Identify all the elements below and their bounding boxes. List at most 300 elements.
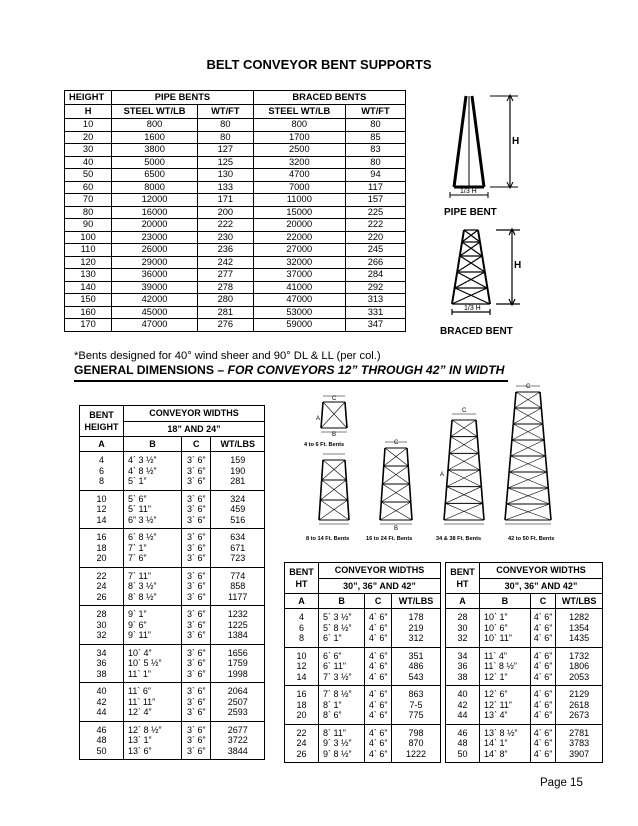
table-cell: 32 (457, 633, 468, 643)
table-cell: 3` 6” (187, 647, 206, 658)
table-cell: 3` 6” (187, 619, 206, 630)
table-row (285, 686, 441, 725)
table-cell: 70 (65, 194, 112, 207)
table-cell: 10` 1” (484, 612, 508, 622)
pipe-bent-figure (420, 92, 540, 222)
table-cell: 3` 6” (187, 724, 206, 735)
table-row (446, 686, 603, 725)
table-cell: 280 (197, 294, 253, 307)
conveyor-widths-header: CONVEYOR WIDTHS (319, 563, 441, 579)
table-cell: 50 (457, 748, 468, 759)
bent-caption: 8 to 14 Ft. Bents (306, 536, 350, 542)
table-cell: 222 (197, 219, 253, 232)
table-cell: 4` 6” (533, 612, 553, 622)
table-cell: 3` 6” (187, 696, 206, 707)
table-cell: 12` 4” (128, 707, 152, 717)
table-cell: 863 (408, 689, 424, 699)
table-row (65, 231, 406, 244)
table-cell: 1806 (569, 661, 590, 671)
bent-header: HEIGHT (84, 422, 119, 432)
table-cell: 4` 6” (368, 671, 388, 682)
table-cell: 50 (65, 169, 112, 182)
table-cell: 634 (230, 532, 246, 542)
col-header: WT/LBS (556, 594, 603, 609)
table-cell: 10` 4” (128, 647, 152, 658)
table-cell: 9` 3 ½” (323, 738, 352, 748)
table-row (446, 724, 603, 763)
table-cell: 90 (65, 219, 112, 232)
table-cell: 40 (96, 686, 107, 696)
table-cell: 671 (230, 542, 246, 553)
table-cell: 13` 1” (128, 735, 152, 745)
pipe-bent-label: PIPE BENT (444, 207, 497, 218)
table-cell: 3783 (569, 738, 590, 748)
table-cell: 775 (408, 710, 424, 720)
table-cell: 4` 6” (533, 661, 553, 671)
col-header: A (285, 594, 319, 609)
table-cell: 3` 6” (187, 504, 206, 514)
table-cell: 1600 (112, 131, 198, 144)
table-cell: 12000 (112, 194, 198, 207)
table-cell: 3` 6” (187, 630, 206, 640)
table-cell: 3200 (253, 156, 345, 169)
table-cell: 45000 (112, 306, 198, 319)
table-cell: 3` 6” (187, 609, 206, 619)
table-cell: 3` 6” (187, 532, 206, 542)
col-header: C (182, 437, 211, 452)
table-row (65, 256, 406, 269)
table-row (65, 219, 406, 232)
table-cell: 12` 8 ½” (128, 724, 162, 735)
table-cell: 127 (197, 144, 253, 157)
table-cell: 26000 (112, 244, 198, 257)
table-cell: 10 (65, 119, 112, 132)
table-row (80, 644, 265, 683)
table-cell: 7` 8 ½” (323, 689, 352, 699)
table-cell: 9` 11” (128, 630, 151, 640)
table-cell: 4 (98, 455, 104, 465)
table-cell: 36000 (112, 269, 198, 282)
table-cell: 1759 (227, 658, 248, 668)
table-cell: 858 (230, 581, 246, 591)
table-cell: 3800 (112, 144, 198, 157)
table-cell: 190 (230, 465, 246, 476)
table-cell: 150 (65, 294, 112, 307)
table-cell: 34 (457, 650, 468, 661)
table-cell: 4` 6” (533, 699, 553, 710)
table-cell: 2500 (253, 144, 345, 157)
table-cell: 48 (96, 735, 107, 745)
table-cell: 10` 5 ½” (128, 658, 162, 668)
table-cell: 9` 6” (128, 619, 147, 630)
dim-label-b: B (394, 526, 399, 532)
table-cell: 2781 (569, 727, 590, 738)
table-cell: 870 (408, 738, 424, 748)
table-cell: 10 (296, 650, 307, 661)
table-cell: 6` 1” (323, 633, 342, 643)
main-table-col-header: H (65, 105, 112, 119)
table-cell: 4` 6” (533, 671, 553, 682)
dim-label-b: B (332, 432, 337, 438)
table-cell: 1384 (227, 630, 248, 640)
table-cell: 281 (197, 306, 253, 319)
table-cell: 2507 (227, 696, 248, 707)
table-cell: 6 (298, 622, 304, 633)
table-cell: 38 (96, 668, 107, 679)
page-number: Page 15 (540, 777, 583, 789)
table-cell: 53000 (253, 306, 345, 319)
table-cell: 4` 6” (533, 633, 553, 643)
conveyor-widths-header: CONVEYOR WIDTHS (124, 406, 265, 422)
table-cell: 22 (296, 727, 307, 738)
third-h-label: 1/3 H (460, 188, 477, 195)
table-cell: 42000 (112, 294, 198, 307)
table-cell: 47000 (112, 319, 198, 332)
table-row (65, 319, 406, 332)
table-row (65, 156, 406, 169)
table-cell: 11` 11” (128, 696, 156, 707)
table-cell: 23000 (112, 231, 198, 244)
table-cell: 7` 6” (128, 553, 147, 563)
table-cell: 40 (457, 689, 468, 699)
table-cell: 230 (197, 231, 253, 244)
table-cell: 11` 1” (128, 668, 151, 679)
table-cell: 6` 11” (323, 661, 346, 671)
table-cell: 100 (65, 231, 112, 244)
table-cell: 3907 (569, 748, 590, 759)
bent-header: HT (295, 579, 308, 589)
table-cell: 22 (96, 570, 107, 581)
table-cell: 5` 3 ½” (323, 612, 352, 622)
table-cell: 3` 6” (187, 493, 206, 504)
dim-label-a: A (316, 416, 321, 422)
table-cell: 4` 6” (368, 699, 388, 710)
table-cell: 85 (345, 131, 405, 144)
table-cell: 5000 (112, 156, 198, 169)
table-cell: 1282 (569, 612, 590, 622)
general-dimensions-italic: FOR CONVEYORS 12” THROUGH 42” IN WIDTH (227, 363, 505, 377)
table-cell: 11` 6” (128, 686, 151, 696)
table-cell: 11000 (253, 194, 345, 207)
table-cell: 284 (345, 269, 405, 282)
main-table-header: HEIGHT (65, 91, 112, 105)
conveyor-widths-header: CONVEYOR WIDTHS (480, 563, 603, 579)
table-cell: 222 (345, 219, 405, 232)
table-row (65, 194, 406, 207)
main-table-header: PIPE BENTS (112, 91, 254, 105)
table-cell: 4700 (253, 169, 345, 182)
table-row (80, 567, 265, 606)
table-row (65, 144, 406, 157)
third-h-braced-label: 1/3 H (464, 305, 481, 312)
table-cell: 38 (457, 671, 468, 682)
table-cell: 242 (197, 256, 253, 269)
bent-header: BENT (89, 410, 114, 420)
table-cell: 80 (197, 119, 253, 132)
table-cell: 4` 6” (533, 748, 553, 759)
h-label-braced: H (514, 260, 522, 271)
table-row (80, 606, 265, 645)
col-header: WT/LBS (211, 437, 265, 452)
table-cell: 8 (98, 476, 104, 486)
table-cell: 10` 6” (484, 622, 508, 633)
table-row (65, 119, 406, 132)
table-row (80, 490, 265, 529)
table-cell: 44 (96, 707, 107, 717)
table-cell: 1232 (227, 609, 248, 619)
table-cell: 3` 6” (187, 465, 206, 476)
table-cell: 459 (230, 504, 246, 514)
table-cell: 3` 6” (187, 570, 206, 581)
table-cell: 4` 6” (368, 622, 388, 633)
table-cell: 1354 (569, 622, 590, 633)
table-cell: 723 (230, 553, 246, 563)
table-cell: 774 (230, 570, 246, 581)
bent-weights-table (64, 90, 406, 332)
table-cell: 171 (197, 194, 253, 207)
table-cell: 324 (230, 493, 246, 504)
table-cell: 80 (345, 156, 405, 169)
table-cell: 16 (296, 689, 307, 699)
table-cell: 3` 6” (187, 542, 206, 553)
small-bents-diagram (296, 380, 596, 545)
table-cell: 4` 6” (368, 727, 388, 738)
table-cell: 331 (345, 306, 405, 319)
table-cell: 7` 11” (128, 570, 151, 581)
h-label: H (512, 136, 520, 147)
table-row (65, 131, 406, 144)
table-cell: 7` 3 ½” (323, 671, 352, 682)
table-cell: 16 (96, 532, 107, 542)
table-cell: 18 (96, 542, 107, 553)
table-cell: 30 (65, 144, 112, 157)
dims-table-18-24 (79, 405, 265, 760)
table-cell: 26 (96, 591, 107, 602)
dim-label-c: C (394, 440, 399, 446)
main-table-header: BRACED BENTS (253, 91, 405, 105)
table-cell: 40 (65, 156, 112, 169)
col-header: A (80, 437, 124, 452)
table-cell: 3` 6” (187, 745, 206, 756)
table-cell: 20 (96, 553, 107, 563)
table-cell: 130 (65, 269, 112, 282)
table-cell: 50 (96, 745, 107, 756)
col-header: B (124, 437, 182, 452)
bent-header: HT (456, 579, 469, 589)
table-cell: 1998 (227, 668, 248, 679)
table-cell: 6 (98, 465, 104, 476)
table-cell: 4` 8 ½” (128, 465, 157, 476)
table-cell: 110 (65, 244, 112, 257)
table-cell: 44 (457, 710, 468, 720)
table-row (65, 306, 406, 319)
table-cell: 8` 1” (323, 699, 342, 710)
bent-caption: 4 to 6 Ft. Bents (304, 442, 345, 448)
col-header: C (365, 594, 392, 609)
table-cell: 20 (65, 131, 112, 144)
table-cell: 1435 (569, 633, 590, 643)
table-cell: 160 (65, 306, 112, 319)
page-title: BELT CONVEYOR BENT SUPPORTS (206, 57, 432, 72)
table-cell: 18 (296, 699, 307, 710)
table-cell: 313 (345, 294, 405, 307)
table-row (80, 529, 265, 568)
table-cell: 543 (408, 671, 424, 682)
table-cell: 277 (197, 269, 253, 282)
table-cell: 281 (230, 476, 246, 486)
table-cell: 3` 6” (187, 658, 206, 668)
table-cell: 130 (197, 169, 253, 182)
braced-bent-figure (420, 224, 540, 344)
col-header: B (480, 594, 531, 609)
table-cell: 8` 3 ½” (128, 581, 157, 591)
table-cell: 20000 (112, 219, 198, 232)
table-cell: 47000 (253, 294, 345, 307)
table-cell: 20000 (253, 219, 345, 232)
table-cell: 1225 (227, 619, 248, 630)
table-cell: 10 (96, 493, 107, 504)
table-cell: 1732 (569, 650, 590, 661)
table-row (80, 452, 265, 491)
table-cell: 157 (345, 194, 405, 207)
table-cell: 24 (296, 738, 307, 748)
table-cell: 5` 1” (128, 476, 147, 486)
table-cell: 28 (96, 609, 107, 619)
table-cell: 2677 (227, 724, 248, 735)
table-cell: 4` 6” (368, 748, 388, 759)
table-row (65, 294, 406, 307)
table-cell: 133 (197, 181, 253, 194)
table-cell: 26 (296, 748, 307, 759)
table-cell: 14` 1” (484, 738, 508, 748)
table-cell: 4` 6” (533, 689, 553, 699)
table-cell: 39000 (112, 281, 198, 294)
table-cell: 3` 6” (187, 514, 206, 525)
table-cell: 225 (345, 206, 405, 219)
table-cell: 6` 6” (323, 650, 342, 661)
table-cell: 516 (230, 514, 246, 525)
table-row (65, 281, 406, 294)
table-row (65, 181, 406, 194)
table-cell: 219 (408, 622, 424, 633)
table-cell: 20 (296, 710, 307, 720)
general-dimensions-prefix: GENERAL DIMENSIONS – (74, 363, 228, 377)
col-header: C (530, 594, 556, 609)
table-cell: 14 (296, 671, 307, 682)
table-cell: 94 (345, 169, 405, 182)
table-cell: 4` 6” (533, 738, 553, 748)
table-cell: 1656 (227, 647, 248, 658)
dims-table-30-42-b (445, 562, 603, 763)
bent-header: BENT (289, 567, 314, 577)
table-cell: 8` 11” (323, 727, 346, 738)
table-cell: 2673 (569, 710, 590, 720)
table-cell: 9` 1” (128, 609, 147, 619)
bent-caption: 42 to 50 Ft. Bents (508, 536, 555, 542)
table-cell: 278 (197, 281, 253, 294)
table-cell: 4 (298, 612, 304, 622)
table-cell: 4` 6” (533, 710, 553, 720)
table-cell: 3722 (227, 735, 248, 745)
table-cell: 3` 6” (187, 668, 206, 679)
table-cell: 15000 (253, 206, 345, 219)
dim-label-c: C (462, 408, 467, 414)
table-cell: 34 (96, 647, 107, 658)
table-cell: 6` 8 ½” (128, 532, 157, 542)
table-cell: 60 (65, 181, 112, 194)
table-cell: 36 (96, 658, 107, 668)
table-row (65, 269, 406, 282)
bent-caption: 16 to 24 Ft. Bents (366, 536, 413, 542)
main-table-col-header: STEEL WT/LB (253, 105, 345, 119)
table-cell: 2053 (569, 671, 590, 682)
table-cell: 27000 (253, 244, 345, 257)
table-row (65, 244, 406, 257)
table-cell: 1700 (253, 131, 345, 144)
table-cell: 4` 6” (368, 689, 388, 699)
table-cell: 59000 (253, 319, 345, 332)
general-dimensions-heading (74, 363, 504, 377)
table-cell: 1177 (228, 591, 248, 602)
table-cell: 80 (345, 119, 405, 132)
table-cell: 36 (457, 661, 468, 671)
braced-bent-label: BRACED BENT (440, 326, 513, 337)
table-cell: 800 (253, 119, 345, 132)
table-cell: 4` 6” (368, 650, 388, 661)
table-cell: 3` 6” (187, 553, 206, 563)
table-cell: 12 (296, 661, 307, 671)
table-cell: 159 (230, 455, 246, 465)
table-cell: 16000 (112, 206, 198, 219)
table-cell: 3` 6” (187, 735, 206, 745)
table-cell: 5` 6” (128, 493, 147, 504)
table-cell: 200 (197, 206, 253, 219)
table-cell: 1222 (406, 748, 427, 759)
table-cell: 30 (457, 622, 468, 633)
table-cell: 48 (457, 738, 468, 748)
table-cell: 37000 (253, 269, 345, 282)
table-cell: 3` 6” (187, 581, 206, 591)
table-cell: 347 (345, 319, 405, 332)
table-row (285, 647, 441, 686)
table-cell: 4` 6” (368, 612, 388, 622)
width-range: 18” AND 24” (124, 422, 265, 437)
design-note: *Bents designed for 40° wind sheer and 90° DL & LL (per col.) (74, 350, 381, 362)
table-cell: 220 (345, 231, 405, 244)
table-cell: 276 (197, 319, 253, 332)
table-cell: 351 (408, 650, 424, 661)
table-cell: 3` 6” (187, 707, 206, 717)
table-cell: 30 (96, 619, 107, 630)
table-cell: 4` 6” (533, 650, 553, 661)
table-cell: 6” 3 ½” (128, 514, 157, 525)
table-row (446, 647, 603, 686)
table-cell: 80 (197, 131, 253, 144)
bent-caption: 34 & 38 Ft. Bents (436, 536, 482, 542)
table-cell: 22000 (253, 231, 345, 244)
table-row (65, 169, 406, 182)
table-cell: 8 (298, 633, 304, 643)
table-row (446, 609, 603, 648)
table-cell: 42 (96, 696, 107, 707)
table-cell: 8000 (112, 181, 198, 194)
table-cell: 29000 (112, 256, 198, 269)
table-cell: 170 (65, 319, 112, 332)
table-cell: 798 (408, 727, 424, 738)
table-cell: 6500 (112, 169, 198, 182)
table-cell: 13` 8 ½” (484, 727, 518, 738)
table-cell: 7000 (253, 181, 345, 194)
